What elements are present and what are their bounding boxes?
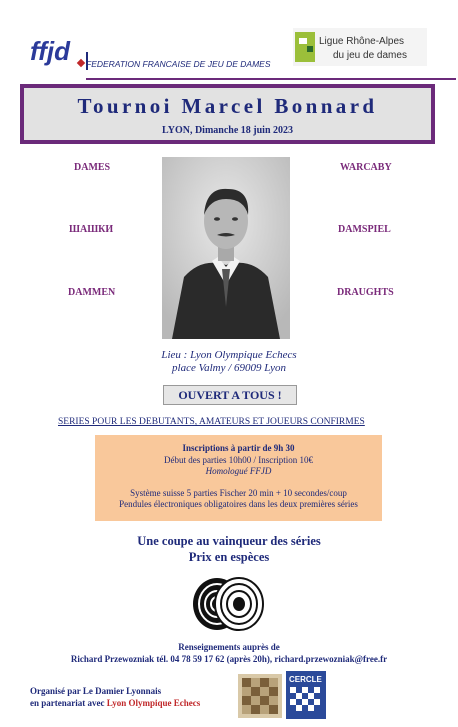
portrait-photo bbox=[162, 157, 290, 339]
contact-details: Richard Przewozniak tél. 04 78 59 17 62 (après 20h), richard.przewozniak@free.fr bbox=[70, 654, 388, 664]
series-text: SERIES POUR LES DEBUTANTS, AMATEURS ET JOUEURS CONFIRMES bbox=[58, 417, 365, 427]
info-system: Système suisse 5 parties Fischer 20 min + 10 secondes/coup bbox=[130, 488, 347, 498]
ligue-line1: Ligue Rhône-Alpes bbox=[319, 36, 405, 47]
info-clocks: Pendules électroniques obligatoires dans les deux premières séries bbox=[119, 499, 358, 509]
federation-name: FEDERATION FRANCAISE DE JEU DE DAMES bbox=[86, 59, 271, 69]
info-homologation: Homologué FFJD bbox=[205, 466, 272, 476]
info-start: Début des parties 10h00 / Inscription 10€ bbox=[164, 455, 313, 465]
partner-line bbox=[30, 698, 200, 708]
game-left-2: ШАШКИ bbox=[69, 224, 114, 235]
prize-cup: Une coupe au vainqueur des séries bbox=[137, 534, 321, 548]
game-right-1: WARCABY bbox=[340, 162, 392, 173]
info-registration: Inscriptions à partir de 9h 30 bbox=[182, 443, 295, 453]
game-left-3: DAMMEN bbox=[68, 287, 116, 298]
open-badge bbox=[163, 385, 297, 405]
ffjd-logo-text: ffjd bbox=[30, 36, 70, 66]
ligue-logo bbox=[293, 28, 427, 66]
venue-line2: place Valmy / 69009 Lyon bbox=[172, 362, 286, 374]
game-right-3: DRAUGHTS bbox=[337, 287, 394, 298]
game-left-1: DAMES bbox=[74, 162, 111, 173]
header-divider bbox=[86, 78, 456, 80]
damier-lyonnais-logo bbox=[238, 674, 282, 718]
cercle-logo bbox=[286, 671, 326, 719]
partner-prefix: en partenariat avec bbox=[30, 698, 107, 708]
ffjd-logo bbox=[30, 32, 90, 70]
title-box bbox=[20, 84, 435, 144]
info-box bbox=[95, 435, 382, 521]
organizer-line: Organisé par Le Damier Lyonnais bbox=[30, 686, 162, 696]
partner-name: Lyon Olympique Echecs bbox=[106, 698, 201, 708]
open-label: OUVERT A TOUS ! bbox=[178, 388, 282, 402]
venue-line1: Lieu : Lyon Olympique Echecs bbox=[161, 349, 297, 361]
tournament-title: Tournoi Marcel Bonnard bbox=[77, 94, 378, 118]
ligue-line2: du jeu de dames bbox=[333, 50, 407, 61]
cercle-logo-text: CERCLE bbox=[289, 675, 322, 684]
contact-heading: Renseignements auprès de bbox=[178, 642, 280, 652]
game-right-2: DAMSPIEL bbox=[338, 224, 391, 235]
tournament-date: LYON, Dimanche 18 juin 2023 bbox=[161, 125, 294, 136]
checkers-piece-icon bbox=[191, 576, 265, 632]
prize-cash: Prix en espèces bbox=[188, 550, 270, 564]
